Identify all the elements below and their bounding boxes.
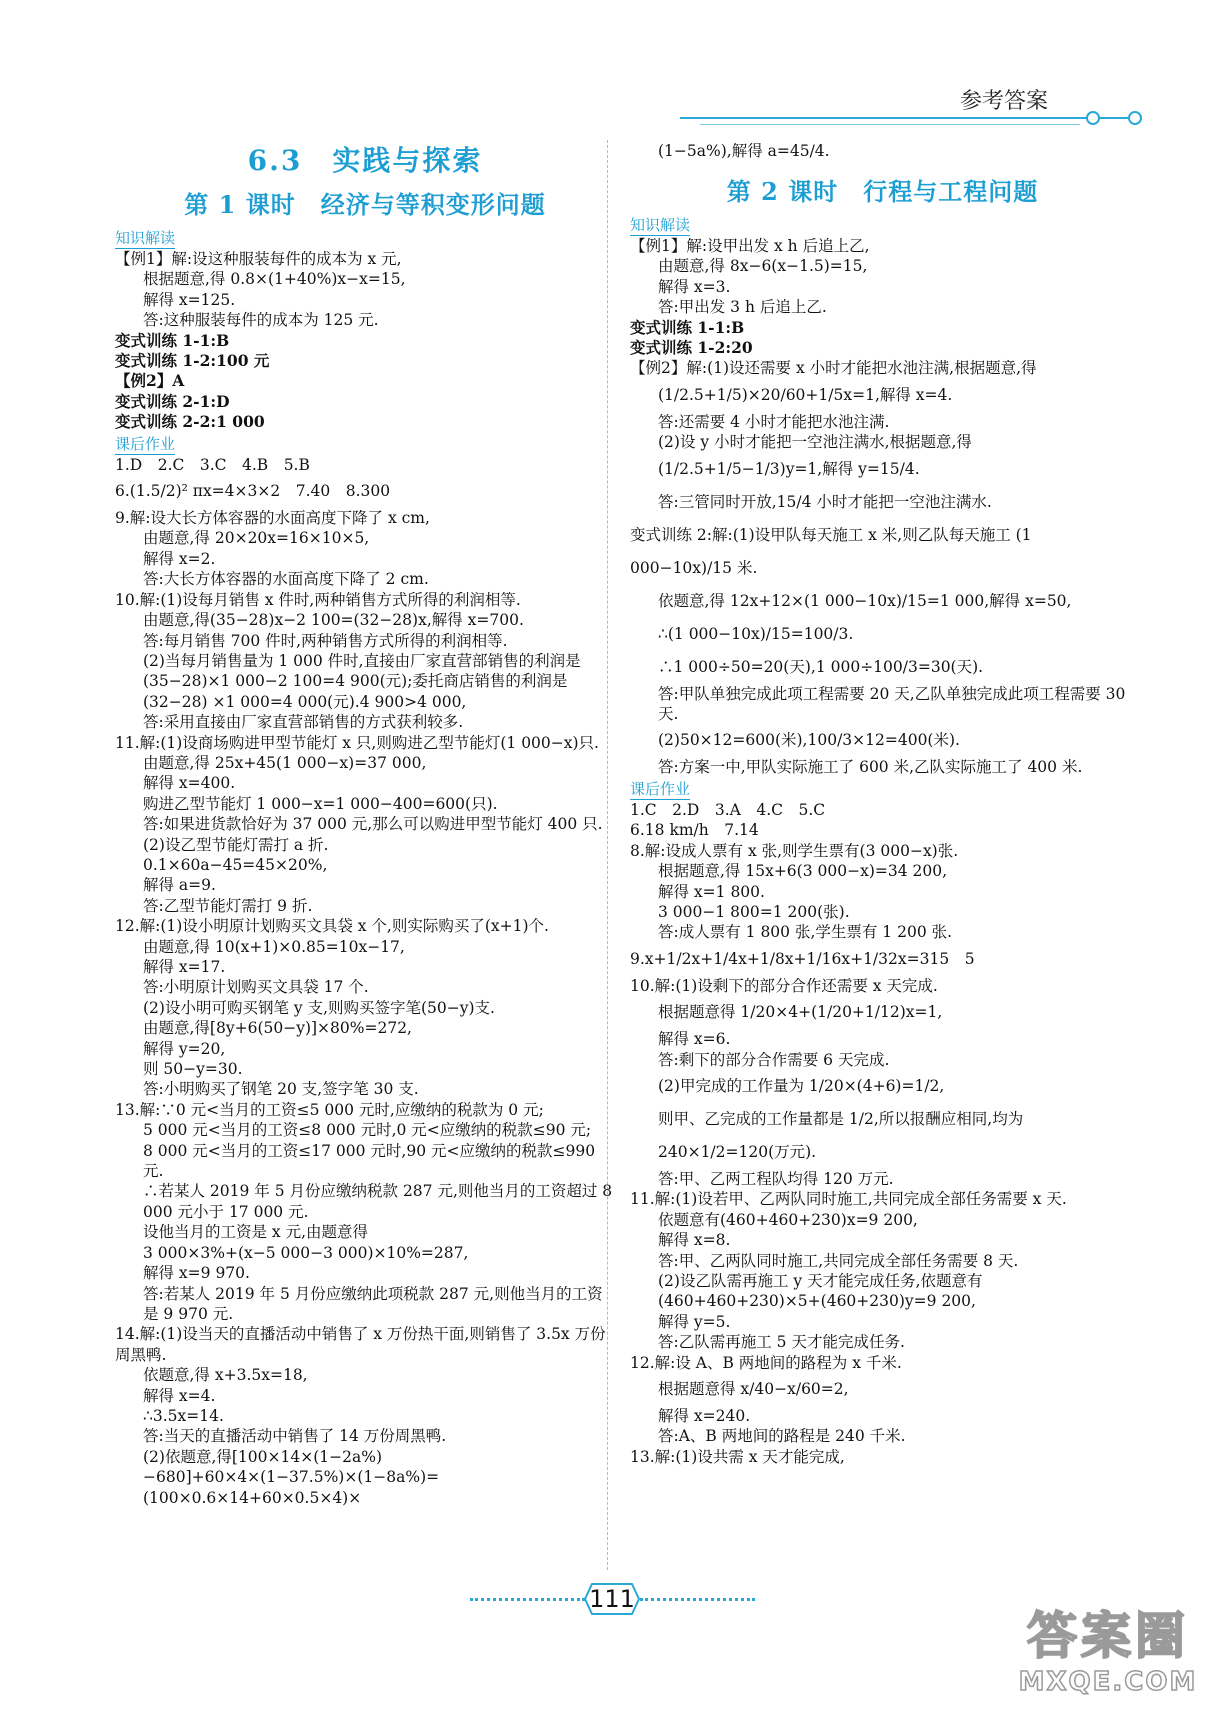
- answer-line: 13.解:(1)设共需 x 天才能完成,: [630, 1447, 845, 1466]
- answer-line: 由题意,得 10(x+1)×0.85=10x−17,: [143, 937, 405, 956]
- answer-line: 1.C 2.D 3.A 4.C 5.C: [630, 800, 826, 819]
- answer-line: 8 000 元<当月的工资≤17 000 元时,90 元<应缴纳的税款≤990 元.: [143, 1141, 596, 1181]
- answer-line: 9.解:设大长方体容器的水面高度下降了 x cm,: [115, 509, 430, 528]
- answer-line: ∴1 000÷50=20(天),1 000÷100/3=30(天).: [658, 657, 984, 676]
- answer-line: 由题意,得 25x+45(1 000−x)=37 000,: [143, 753, 427, 772]
- answer-line: 变式训练 1-2:100 元: [115, 351, 270, 371]
- watermark-url: MXQE.COM: [1018, 1667, 1198, 1697]
- answer-line: (1/2.5+1/5−1/3)y=1,解得 y=15/4.: [658, 459, 920, 478]
- answer-line: 3 000−1 800=1 200(张).: [658, 902, 850, 921]
- answer-line: 答:方案一中,甲队实际施工了 600 米,乙队实际施工了 400 米.: [658, 758, 1083, 777]
- answer-line: 解得 x=17.: [143, 958, 226, 976]
- page-number: [584, 1582, 640, 1616]
- answer-line: (2)当每月销售量为 1 000 件时,直接由厂家直营部销售的利润是(35−28)×1 000−2 100=4 900(元);委托商店销售的利润是(32−28) ×1 000=4 000(元).4 900>4 000,: [143, 651, 581, 711]
- header-label: 参考答案: [960, 89, 1049, 114]
- answer-line: 13.解:∵0 元<当月的工资≤5 000 元时,应缴纳的税款为 0 元;: [115, 1100, 544, 1119]
- answer-line: 答:三管同时开放,15/4 小时才能把一空池注满水.: [658, 492, 992, 511]
- section-tag: 知识解读: [115, 229, 176, 247]
- lesson-title: 第 1 课时 经济与等积变形问题: [184, 190, 546, 219]
- lesson-title: 第 2 课时 行程与工程问题: [726, 177, 1039, 206]
- answer-line: 由题意,得 8x−6(x−1.5)=15,: [658, 257, 868, 276]
- answer-line: 由题意,得[8y+6(50−y)]×80%=272,: [143, 1019, 412, 1038]
- answer-line: 答:如果进货款恰好为 37 000 元,那么可以购进甲型节能灯 400 只.: [143, 815, 603, 834]
- answer-line: (2)设乙队需再施工 y 天才能完成任务,依题意有: [658, 1271, 983, 1290]
- header-dot-icon: [1128, 111, 1142, 125]
- answer-line: 解得 x=400.: [143, 774, 236, 793]
- answer-line: (2)设小明可购买钢笔 y 支,则购买签字笔(50−y)支.: [143, 998, 495, 1017]
- answer-line: 解得 x=2.: [143, 549, 216, 568]
- answer-line: 则 50−y=30.: [143, 1060, 243, 1079]
- answer-line: 变式训练 2-1:D: [115, 391, 230, 411]
- answer-line: 答:小明购买了钢笔 20 支,签字笔 30 支.: [143, 1080, 419, 1099]
- answer-line: 购进乙型节能灯 1 000−x=1 000−400=600(只).: [143, 794, 498, 813]
- answer-line: 答:甲、乙两工程队均得 120 万元.: [658, 1169, 894, 1188]
- answer-line: 解得 x=240.: [658, 1407, 751, 1425]
- answer-line: (2)50×12=600(米),100/3×12=400(米).: [658, 731, 960, 750]
- answer-line: 【例1】解:设甲出发 x h 后追上乙,: [630, 237, 870, 255]
- answer-line: (2)甲完成的工作量为 1/20×(4+6)=1/2,: [658, 1076, 945, 1095]
- answer-line: 14.解:(1)设当天的直播活动中销售了 x 万份热干面,则销售了 3.5x 万份周黑鸭.: [115, 1325, 606, 1364]
- answer-line: 答:大长方体容器的水面高度下降了 2 cm.: [143, 570, 429, 589]
- answer-line: 0.1×60a−45=45×20%,: [143, 855, 328, 874]
- answer-line: 10.解:(1)设剩下的部分合作还需要 x 天完成.: [630, 976, 938, 995]
- answer-line: 则甲、乙完成的工作量都是 1/2,所以报酬应相同,均为 240×1/2=120(万元).: [658, 1109, 1024, 1161]
- section-tag: 课后作业: [630, 779, 691, 798]
- answer-line: 答:采用直接由厂家直营部销售的方式获利较多.: [143, 713, 464, 732]
- answer-line: 答:这种服装每件的成本为 125 元.: [143, 311, 379, 330]
- answer-line: (1−5a%),解得 a=45/4.: [658, 142, 830, 160]
- watermark-logo: [1010, 1606, 1206, 1710]
- answer-line: 答:A、B 两地间的路程是 240 千米.: [658, 1427, 906, 1446]
- answer-line: 变式训练 2:解:(1)设甲队每天施工 x 米,则乙队每天施工 (1 000−10x)/15 米.: [630, 525, 1032, 577]
- answer-line: 答:剩下的部分合作需要 6 天完成.: [658, 1050, 890, 1069]
- answer-line: 设他当月的工资是 x 元,由题意得: [143, 1223, 369, 1242]
- answer-line: 解得 x=8.: [658, 1231, 731, 1250]
- answer-line: 变式训练 1-2:20: [630, 338, 753, 358]
- answer-line: 解得 x=6.: [658, 1030, 731, 1049]
- answer-line: (460+460+230)×5+(460+230)y=9 200,: [658, 1292, 976, 1311]
- answer-line: 12.解:设 A、B 两地间的路程为 x 千米.: [630, 1353, 902, 1372]
- answer-line: 解得 x=125.: [143, 290, 236, 309]
- answer-line: 8.解:设成人票有 x 张,则学生票有(3 000−x)张.: [630, 841, 959, 860]
- answer-line: 答:甲出发 3 h 后追上乙.: [658, 298, 827, 317]
- header-rule-thin: [700, 124, 1080, 125]
- answer-line: 解得 x=9 970.: [143, 1264, 250, 1283]
- answer-line: 依题意,得 x+3.5x=18,: [143, 1366, 308, 1385]
- answer-line: 解得 y=20,: [143, 1039, 226, 1058]
- answer-line: 答:小明原计划购买文具袋 17 个.: [143, 978, 369, 997]
- answer-line: 根据题意得 1/20×4+(1/20+1/12)x=1,: [658, 1003, 943, 1022]
- answer-line: 6.18 km/h 7.14: [630, 821, 759, 840]
- answer-line: 答:乙型节能灯需打 9 折.: [143, 896, 313, 915]
- header-rule: [680, 117, 1138, 119]
- answer-line: 答:甲队单独完成此项工程需要 20 天,乙队单独完成此项工程需要 30 天.: [658, 684, 1126, 724]
- answer-line: 6.(1.5/2)² πx=4×3×2 7.40 8.300: [115, 482, 391, 501]
- answer-line: 5 000 元<当月的工资≤8 000 元时,0 元<应缴纳的税款≤90 元;: [143, 1121, 592, 1140]
- answer-line: 【例2】A: [115, 371, 185, 391]
- answer-line: (2)设乙型节能灯需打 a 折.: [143, 835, 329, 854]
- answer-line: 3 000×3%+(x−5 000−3 000)×10%=287,: [143, 1243, 469, 1262]
- answer-line: 【例1】解:设这种服装每件的成本为 x 元,: [115, 250, 402, 268]
- section-tag: 课后作业: [115, 434, 176, 453]
- answer-line: 11.解:(1)设商场购进甲型节能灯 x 只,则购进乙型节能灯(1 000−x)只.: [115, 733, 599, 752]
- answer-line: 由题意,得(35−28)x−2 100=(32−28)x,解得 x=700.: [143, 611, 524, 630]
- answer-line: 解得 a=9.: [143, 876, 216, 895]
- answer-line: 12.解:(1)设小明原计划购买文具袋 x 个,则实际购买了(x+1)个.: [115, 917, 549, 936]
- answer-line: 9.x+1/2x+1/4x+1/8x+1/16x+1/32x=315 5: [630, 949, 975, 968]
- answer-line: 1.D 2.C 3.C 4.B 5.B: [115, 455, 310, 474]
- header-dot-icon: [1086, 111, 1100, 125]
- answer-line: 答:若某人 2019 年 5 月份应缴纳此项税款 287 元,则他当月的工资是 9 970 元.: [143, 1284, 603, 1323]
- answer-line: 答:成人票有 1 800 张,学生票有 1 200 张.: [658, 923, 953, 942]
- answer-line: 变式训练 1-1:B: [630, 317, 745, 337]
- right-column: [630, 135, 1135, 1467]
- footer-dots: [640, 1598, 755, 1601]
- answer-line: 依题意,得 12x+12×(1 000−10x)/15=1 000,解得 x=50,: [658, 591, 1072, 610]
- answer-line: 答:乙队需再施工 5 天才能完成任务.: [658, 1333, 905, 1352]
- answer-line: 答:每月销售 700 件时,两种销售方式所得的利润相等.: [143, 631, 508, 650]
- answer-line: ∴(1 000−10x)/15=100/3.: [658, 624, 854, 643]
- answer-line: 解得 x=3.: [658, 277, 731, 296]
- answer-line: 变式训练 2-2:1 000: [115, 412, 265, 432]
- answer-line: ∴若某人 2019 年 5 月份应缴纳税款 287 元,则他当月的工资超过 8 000 元小于 17 000 元.: [143, 1182, 613, 1221]
- answer-line: ∴3.5x=14.: [143, 1406, 224, 1425]
- answer-line: 由题意,得 20×20x=16×10×5,: [143, 529, 370, 548]
- answer-line: 根据题意得 x/40−x/60=2,: [658, 1380, 849, 1398]
- section-title: 6.3 实践与探索: [247, 144, 483, 177]
- answer-line: 10.解:(1)设每月销售 x 件时,两种销售方式所得的利润相等.: [115, 590, 521, 609]
- answer-line: (2)依题意,得[100×14×(1−2a%)−680]+60×4×(1−37.5%)×(1−8a%)=(100×0.6×14+60×0.5×4)×: [143, 1447, 440, 1507]
- answer-line: 变式训练 1-1:B: [115, 330, 230, 350]
- answer-line: 答:还需要 4 小时才能把水池注满.: [658, 412, 890, 431]
- left-column: [115, 135, 615, 1508]
- answer-line: 解得 x=4.: [143, 1386, 216, 1405]
- watermark-text: 答案圈: [1027, 1607, 1189, 1665]
- answer-line: 根据题意,得 0.8×(1+40%)x−x=15,: [143, 270, 406, 289]
- answer-line: 答:当天的直播活动中销售了 14 万份周黑鸭.: [143, 1427, 447, 1446]
- answer-line: 【例2】解:(1)设还需要 x 小时才能把水池注满,根据题意,得: [630, 359, 1037, 378]
- section-tag: 知识解读: [630, 216, 691, 234]
- answer-line: 答:甲、乙两队同时施工,共同完成全部任务需要 8 天.: [658, 1251, 1019, 1270]
- answer-line: 根据题意,得 15x+6(3 000−x)=34 200,: [658, 862, 948, 881]
- answer-line: 11.解:(1)设若甲、乙两队同时施工,共同完成全部任务需要 x 天.: [630, 1190, 1067, 1209]
- page-number-text: 111: [589, 1585, 635, 1613]
- answer-line: 解得 y=5.: [658, 1312, 731, 1331]
- answer-line: (1/2.5+1/5)×20/60+1/5x=1,解得 x=4.: [658, 385, 953, 404]
- footer-dots: [470, 1598, 585, 1601]
- answer-line: 解得 x=1 800.: [658, 882, 765, 901]
- answer-line: (2)设 y 小时才能把一空池注满水,根据题意,得: [658, 433, 972, 452]
- answer-line: 依题意有(460+460+230)x=9 200,: [658, 1210, 918, 1229]
